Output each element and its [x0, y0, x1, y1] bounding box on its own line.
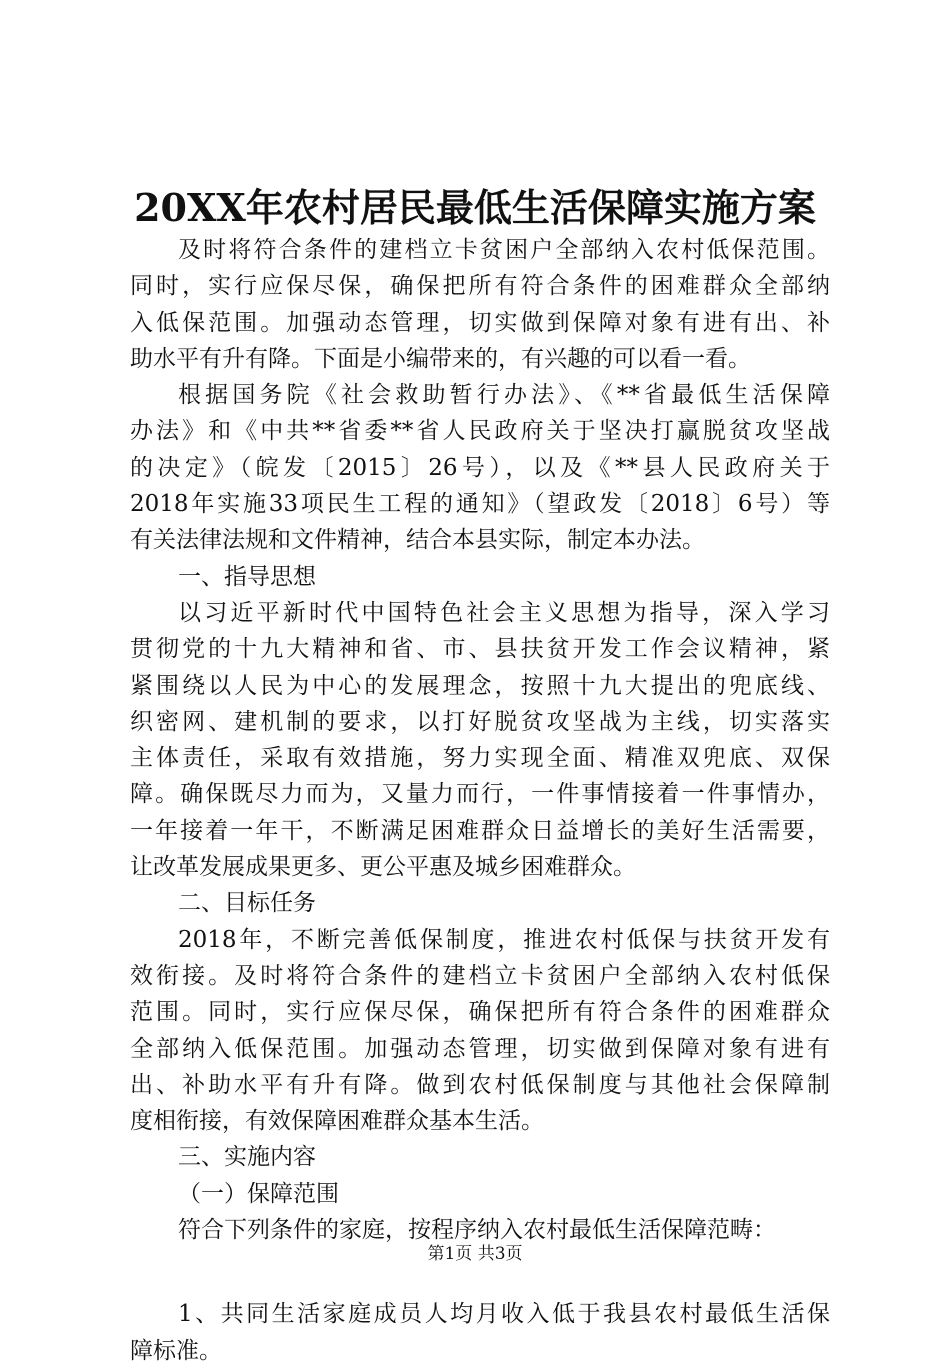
page-footer: 第1页 共3页 — [427, 1244, 523, 1264]
section-heading: 三、实施内容 — [178, 1144, 316, 1171]
text-line: 效衔接。及时将符合条件的建档立卡贫困户全部纳入农村低保 — [130, 962, 830, 989]
text-line: 2018年实施33项民生工程的通知》（望政发〔2018〕6号）等 — [130, 491, 830, 518]
text-line: 让改革发展成果更多、更公平惠及城乡困难群众。 — [130, 854, 636, 881]
section-heading: 一、指导思想 — [178, 563, 316, 590]
text-line: 一年接着一年干，不断满足困难群众日益增长的美好生活需要， — [130, 817, 830, 844]
text-line: 范围。同时，实行应保尽保，确保把所有符合条件的困难群众 — [130, 999, 830, 1026]
text-line: 的决定》（皖发〔2015〕26号），以及《**县人民政府关于 — [130, 454, 830, 481]
subsection-heading: （一）保障范围 — [178, 1180, 339, 1207]
section-heading: 二、目标任务 — [178, 890, 316, 917]
text-line: 入低保范围。加强动态管理，切实做到保障对象有进有出、补 — [130, 309, 830, 336]
text-line: 根据国务院《社会救助暂行办法》、《**省最低生活保障 — [178, 382, 830, 409]
text-line: 障。确保既尽力而为，又量力而行，一件事情接着一件事情办， — [130, 781, 830, 808]
text-line: 2018年，不断完善低保制度，推进农村低保与扶贫开发有 — [178, 926, 830, 953]
text-line: 有关法律法规和文件精神，结合本县实际，制定本办法。 — [130, 527, 705, 554]
document-title: 20XX年农村居民最低生活保障实施方案 — [134, 185, 816, 230]
text-line: 贯彻党的十九大精神和省、市、县扶贫开发工作会议精神，紧 — [130, 636, 830, 663]
text-line: 以习近平新时代中国特色社会主义思想为指导，深入学习 — [178, 599, 830, 626]
text-line: 同时，实行应保尽保，确保把所有符合条件的困难群众全部纳 — [130, 273, 830, 300]
text-line: 全部纳入低保范围。加强动态管理，切实做到保障对象有进有 — [130, 1035, 830, 1062]
text-line: 助水平有升有降。下面是小编带来的，有兴趣的可以看一看。 — [130, 345, 751, 372]
text-line: 及时将符合条件的建档立卡贫困户全部纳入农村低保范围。 — [178, 237, 830, 263]
text-line: 度相衔接，有效保障困难群众基本生活。 — [130, 1108, 544, 1135]
text-line: 织密网、建机制的要求，以打好脱贫攻坚战为主线，切实落实 — [130, 708, 830, 735]
list-item-line: 障标准。 — [130, 1337, 222, 1364]
text-line: 主体责任，采取有效措施，努力实现全面、精准双兜底、双保 — [130, 745, 830, 772]
text-line: 紧围绕以人民为中心的发展理念，按照十九大提出的兜底线、 — [130, 672, 830, 699]
document-body — [130, 232, 830, 1369]
text-line: 出、补助水平有升有降。做到农村低保制度与其他社会保障制 — [130, 1071, 830, 1098]
text-line: 符合下列条件的家庭，按程序纳入农村最低生活保障范畴： — [178, 1217, 776, 1244]
text-line: 办法》和《中共**省委**省人民政府关于坚决打赢脱贫攻坚战 — [130, 418, 830, 445]
list-item-line: 1、共同生活家庭成员人均月收入低于我县农村最低生活保 — [178, 1301, 830, 1328]
